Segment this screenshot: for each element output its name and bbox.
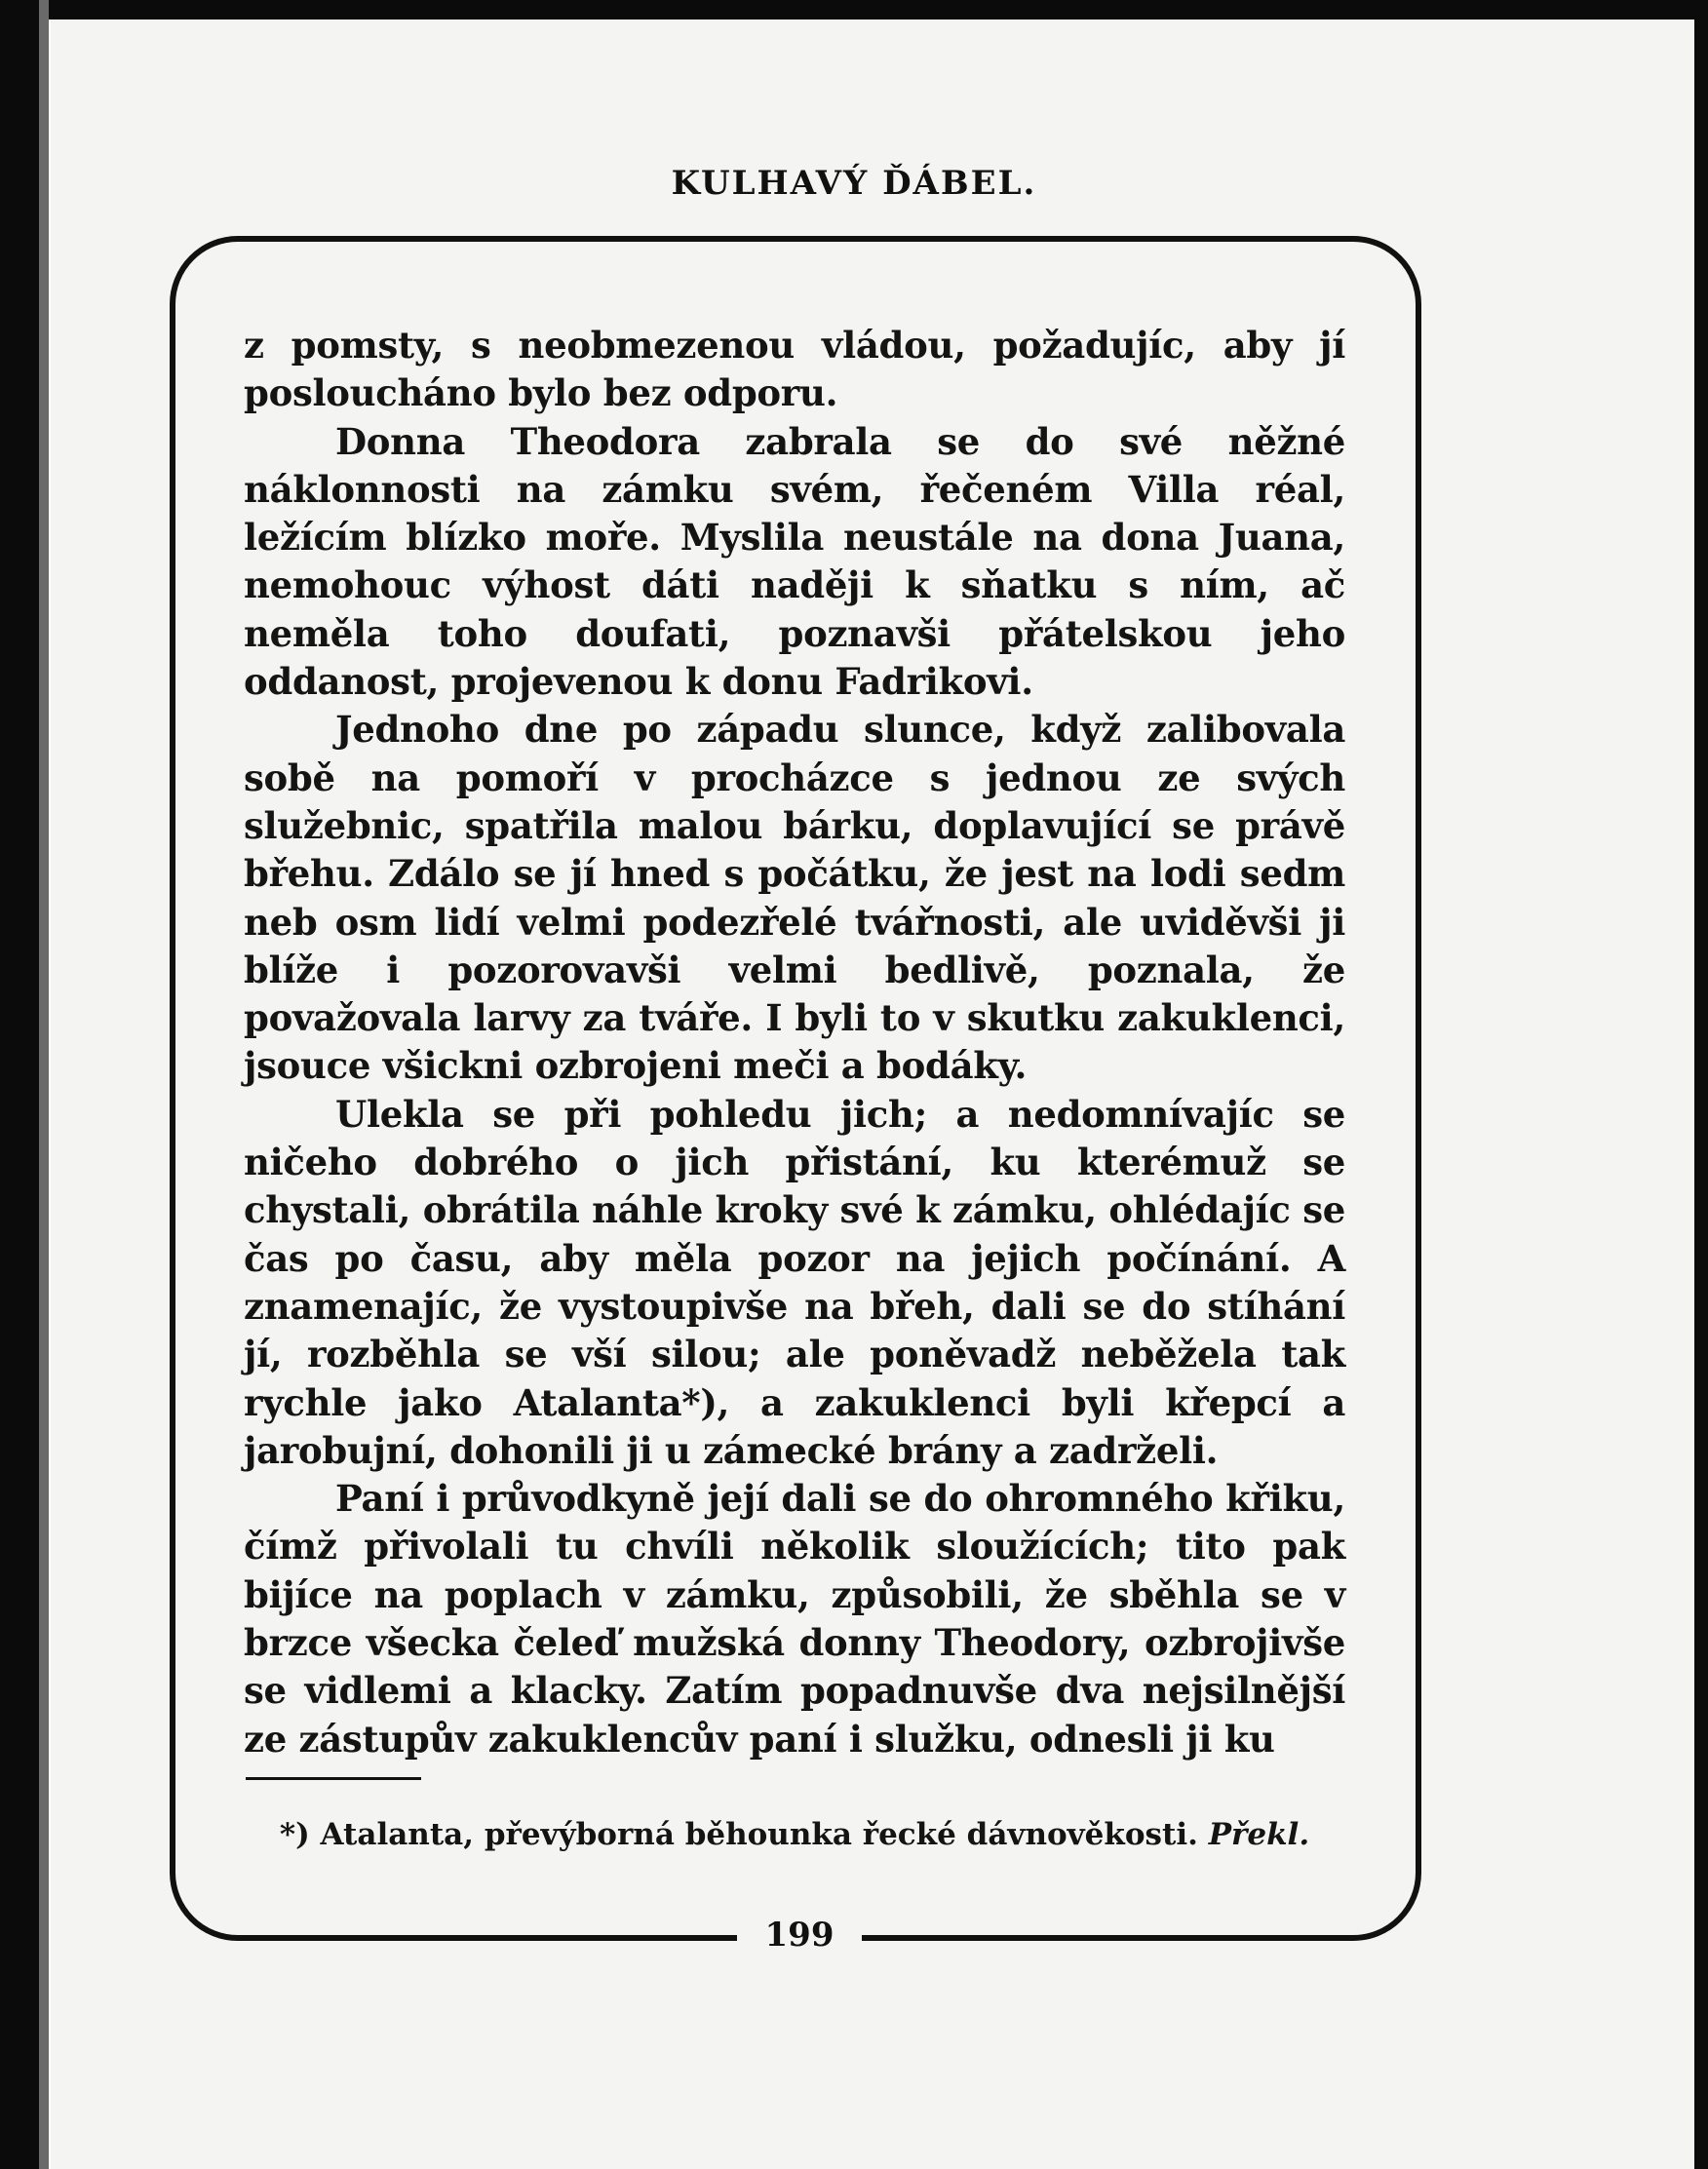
scan-edge-left	[0, 0, 39, 2169]
paragraph-4: Ulekla se při pohledu jich; a nedomnívajíc se ničeho dobrého o jich přistání, ku kterémuž se chystali, obrátila náhle kroky své k zámku, ohlédajíc se čas po času, aby měla pozor na jejich počínání. A znamenajíc, že vystoupivše na břeh, dali se do stíhání jí, rozběhla se vší silou; ale poněvadž neběžela tak rychle jako Atalanta*), a zakuklenci byli křepcí a jarobujní, dohonili ji u zámecké brány a zadrželi.	[244, 1092, 1346, 1472]
scan-edge-top	[0, 0, 1708, 19]
scan-edge-left-shadow	[39, 0, 49, 2169]
paragraph-5: Paní i průvodkyně její dali se do ohromného křiku, čímž přivolali tu chvíli několik sloužících; tito pak bijíce na poplach v zámku, způsobili, že sběhla se v brzce všecka čeleď mužská donny Theodory, ozbrojivše se vidlemi a klacky. Zatím popadnuvše dva nejsilnější ze zástupův zakuklencův paní i služku, odnesli ji ku	[244, 1477, 1345, 1761]
page-number: 199	[764, 1916, 835, 1955]
running-title: KULHAVÝ ĎÁBEL.	[671, 164, 1037, 203]
footnote-text: *) Atalanta, převýborná běhounka řecké dávnověkosti.	[279, 1817, 1198, 1852]
paragraph-3: Jednoho dne po západu slunce, když zalibovala sobě na pomoří v procházce s jednou ze svých služebnic, spatřila malou bárku, doplavující se právě břehu. Zdálo se jí hned s počátku, že jest na lodi sedm neb osm lidí velmi podezřelé tvářnosti, ale uviděvši ji blíže i pozorovavši velmi bedlivě, poznala, že považovala larvy za tváře. I byli to v skutku zakuklenci, jsouce všickni ozbrojeni meči a bodáky.	[244, 708, 1345, 1088]
footnote-rule	[246, 1777, 421, 1780]
main-text	[244, 322, 1345, 1763]
scan-edge-right	[1694, 0, 1708, 2169]
footnote-translator-abbr: Překl.	[1208, 1817, 1310, 1852]
footnote	[244, 1815, 1345, 1854]
paragraph-1: z pomsty, s neobmezenou vládou, požadujíc, aby jí posloucháno bylo bez odporu.	[244, 324, 1345, 415]
paragraph-2: Donna Theodora zabrala se do své něžné náklonnosti na zámku svém, řečeném Villa réal, ležícím blízko moře. Myslila neustále na dona Juana, nemohouc výhost dáti naději k sňatku s ním, ač neměla toho doufati, poznavši přátelskou jeho oddanost, projevenou k donu Fadrikovi.	[244, 419, 1345, 704]
